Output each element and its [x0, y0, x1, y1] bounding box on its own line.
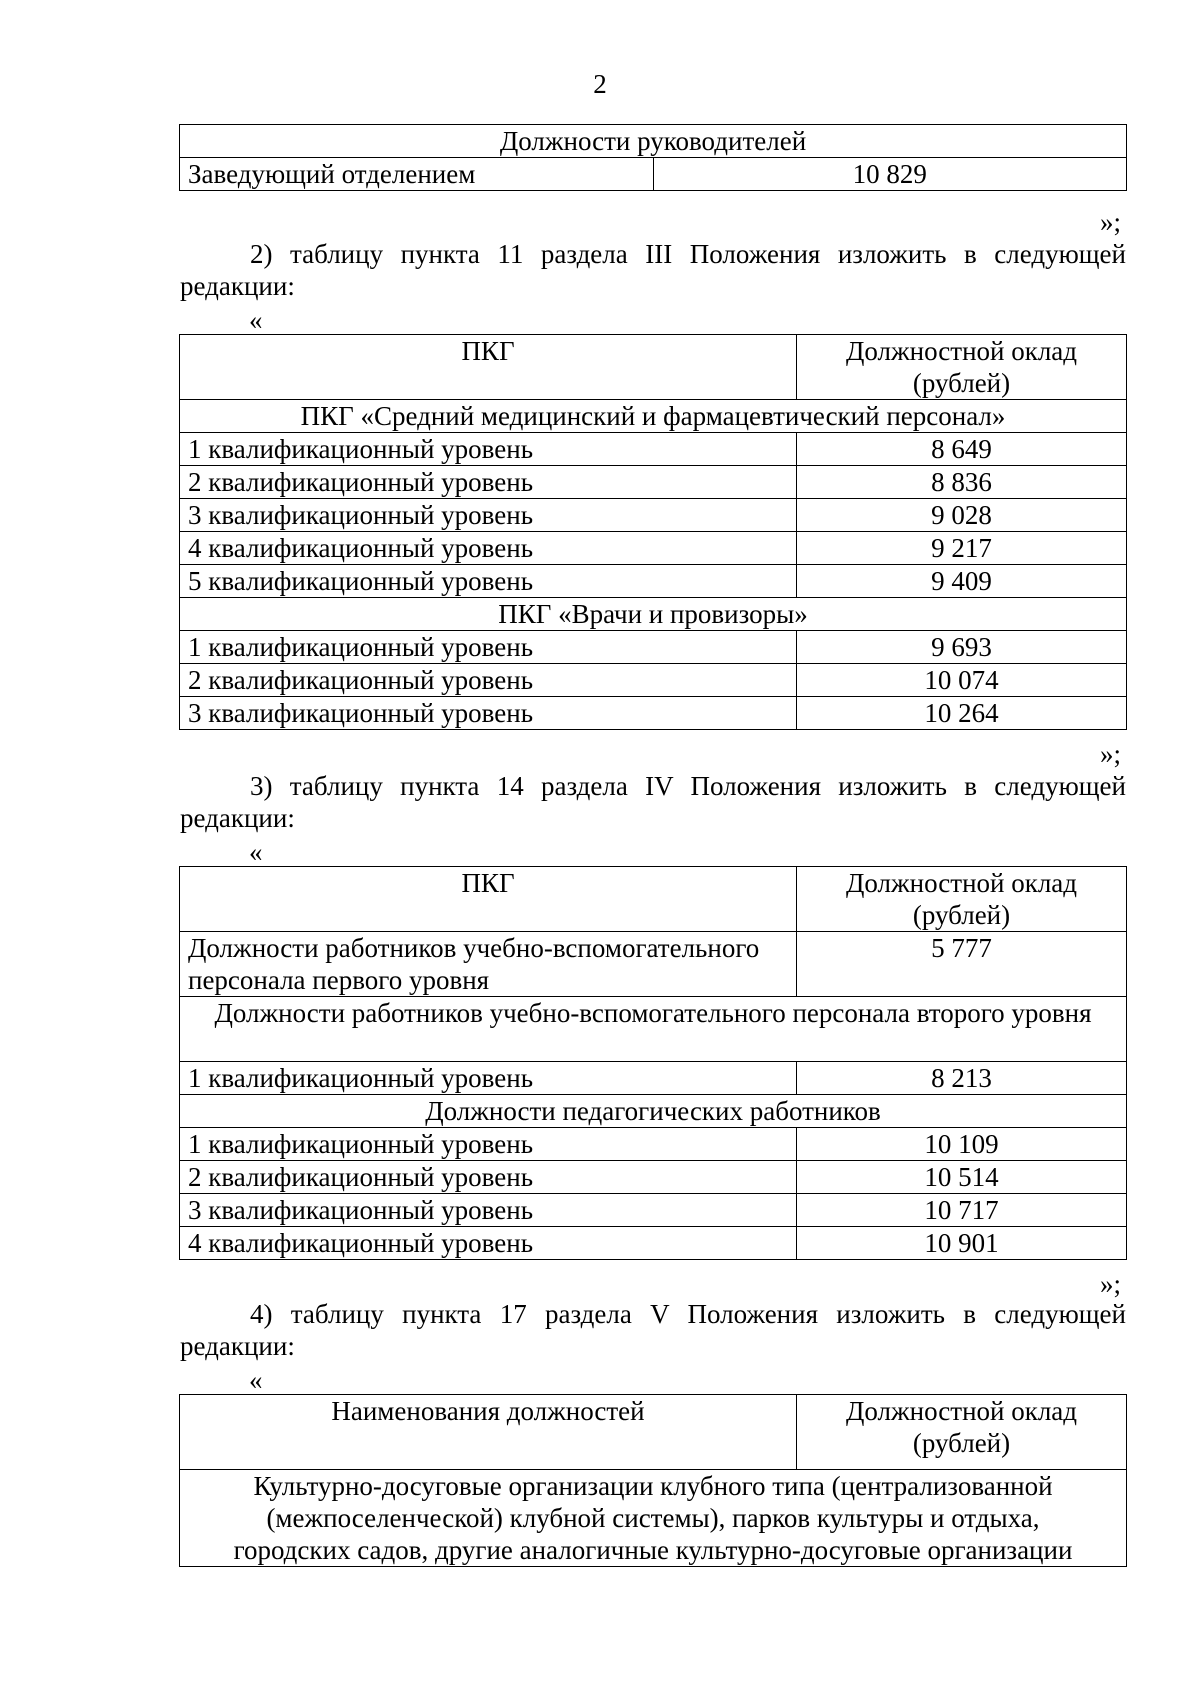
qualification-level: 2 квалификационный уровень [180, 664, 797, 697]
salary-value: 10 264 [797, 697, 1127, 730]
amendment-item-2-tail: редакции: [180, 271, 295, 301]
table-row [180, 1128, 1127, 1161]
amendment-item-3-tail: редакции: [180, 803, 295, 833]
table-header-row [180, 1395, 1127, 1470]
table-group-row [180, 1095, 1127, 1128]
position-name: Должности работников учебно-вспомогательного персонала первого уровня [180, 932, 797, 997]
group-title: ПКГ «Средний медицинский и фармацевтический персонал» [180, 400, 1127, 433]
table-header-row [180, 335, 1127, 400]
salary-value: 9 028 [797, 499, 1127, 532]
table-row [180, 631, 1127, 664]
page-number: 2 [593, 69, 607, 99]
opening-quote: « [249, 305, 263, 335]
qualification-level: 1 квалификационный уровень [180, 631, 797, 664]
column-header-salary: Должностной оклад (рублей) [797, 867, 1127, 932]
table-row [180, 565, 1127, 598]
managers-salary-table [179, 124, 1127, 191]
table-group-row [180, 1470, 1127, 1567]
salary-value: 8 213 [797, 1062, 1127, 1095]
table-row [180, 1161, 1127, 1194]
qualification-level: 1 квалификационный уровень [180, 1128, 797, 1161]
group-title: Культурно-досуговые организации клубного типа (централизованной (межпоселенческой) клубной системы), парков культуры и отдыха, городских садов, другие аналогичные культурно-досуговые организации [180, 1470, 1127, 1567]
table-header-row [180, 867, 1127, 932]
table-row [180, 664, 1127, 697]
table-row [180, 697, 1127, 730]
closing-quote: »; [1100, 207, 1122, 237]
group-title: ПКГ «Врачи и провизоры» [180, 598, 1127, 631]
qualification-level: 1 квалификационный уровень [180, 433, 797, 466]
qualification-level: 1 квалификационный уровень [180, 1062, 797, 1095]
opening-quote: « [249, 1365, 263, 1395]
position-name: Заведующий отделением [180, 158, 654, 191]
qualification-level: 3 квалификационный уровень [180, 499, 797, 532]
qualification-level: 2 квалификационный уровень [180, 1161, 797, 1194]
qualification-level: 5 квалификационный уровень [180, 565, 797, 598]
salary-value: 9 217 [797, 532, 1127, 565]
closing-quote: »; [1100, 739, 1122, 769]
salary-value: 10 901 [797, 1227, 1127, 1260]
column-header-pkg: ПКГ [180, 867, 797, 932]
column-header-salary: Должностной оклад (рублей) [797, 1395, 1127, 1470]
salary-value: 10 514 [797, 1161, 1127, 1194]
group-title: Должности педагогических работников [180, 1095, 1127, 1128]
qualification-level: 4 квалификационный уровень [180, 1227, 797, 1260]
opening-quote: « [249, 837, 263, 867]
culture-staff-salary-table [179, 1394, 1127, 1567]
table-group-row [180, 598, 1127, 631]
qualification-level: 3 квалификационный уровень [180, 697, 797, 730]
table-section-row [180, 125, 1127, 158]
salary-value: 10 829 [653, 158, 1127, 191]
table-row [180, 532, 1127, 565]
amendment-item-2-text: 2) таблицу пункта 11 раздела III Положения изложить в следующей [250, 239, 1126, 269]
table-row [180, 1227, 1127, 1260]
qualification-level: 4 квалификационный уровень [180, 532, 797, 565]
salary-value: 10 074 [797, 664, 1127, 697]
salary-value: 8 649 [797, 433, 1127, 466]
qualification-level: 3 квалификационный уровень [180, 1194, 797, 1227]
salary-value: 9 409 [797, 565, 1127, 598]
column-header-pkg: ПКГ [180, 335, 797, 400]
table-row [180, 1194, 1127, 1227]
table-group-row [180, 400, 1127, 433]
salary-value: 10 109 [797, 1128, 1127, 1161]
table-row [180, 1062, 1127, 1095]
salary-value: 5 777 [797, 932, 1127, 997]
group-title: Должности работников учебно-вспомогательного персонала второго уровня [180, 997, 1127, 1062]
qualification-level: 2 квалификационный уровень [180, 466, 797, 499]
salary-value: 10 717 [797, 1194, 1127, 1227]
amendment-item-4-tail: редакции: [180, 1331, 295, 1361]
medical-salary-table [179, 334, 1127, 730]
salary-value: 8 836 [797, 466, 1127, 499]
closing-quote: »; [1100, 1269, 1122, 1299]
amendment-item-3-text: 3) таблицу пункта 14 раздела IV Положения изложить в следующей [250, 771, 1126, 801]
table-group-row [180, 997, 1127, 1062]
column-header-positions: Наименования должностей [180, 1395, 797, 1470]
educational-staff-salary-table [179, 866, 1127, 1260]
table-row [180, 466, 1127, 499]
table-row [180, 932, 1127, 997]
section-title: Должности руководителей [180, 125, 1127, 158]
table-row [180, 499, 1127, 532]
table-row [180, 158, 1127, 191]
table-row [180, 433, 1127, 466]
amendment-item-4-text: 4) таблицу пункта 17 раздела V Положения изложить в следующей [250, 1299, 1126, 1329]
salary-value: 9 693 [797, 631, 1127, 664]
column-header-salary: Должностной оклад (рублей) [797, 335, 1127, 400]
